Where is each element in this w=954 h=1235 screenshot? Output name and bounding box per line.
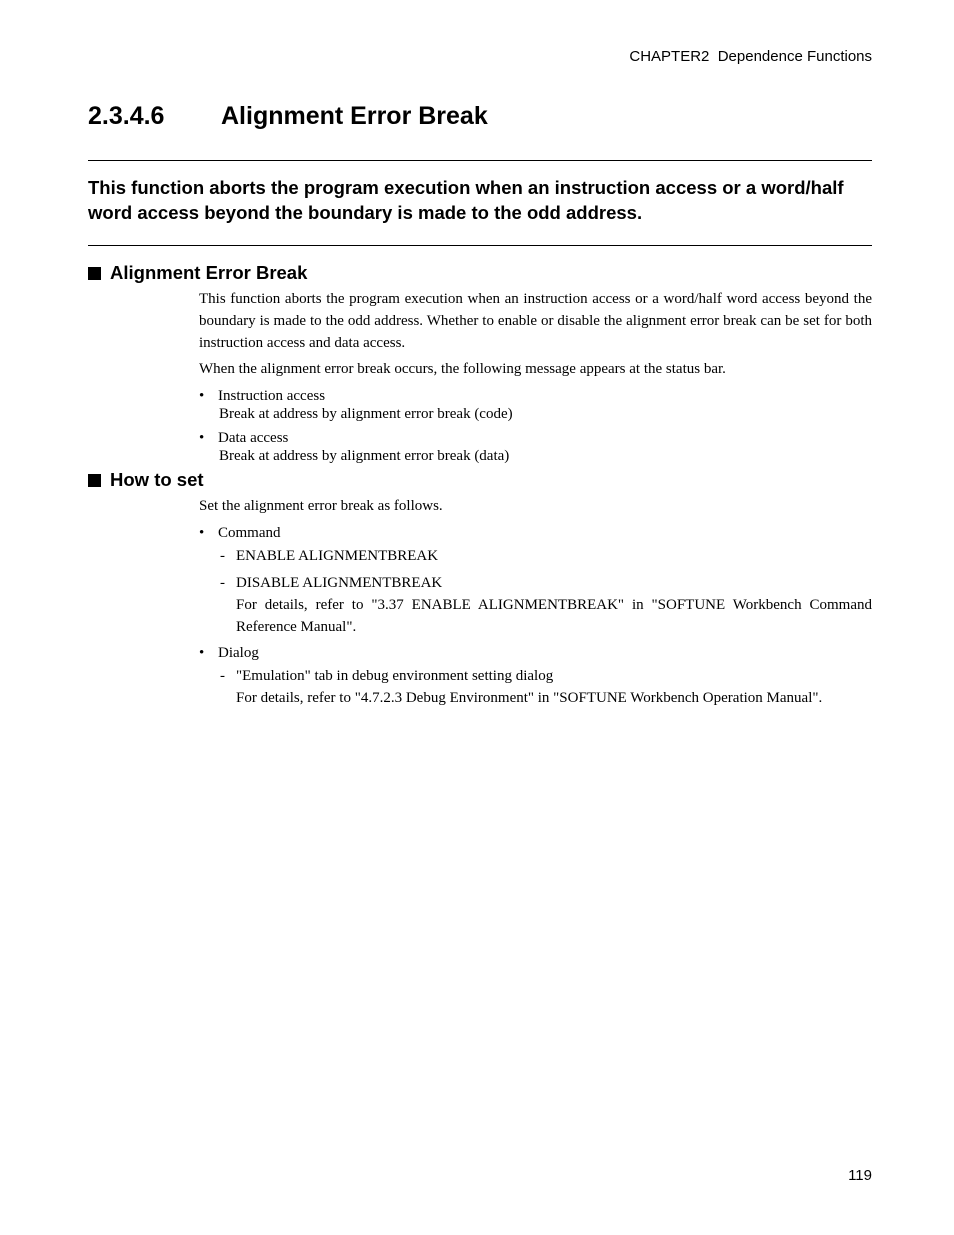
- dash-item-label: ENABLE ALIGNMENTBREAK: [236, 548, 439, 564]
- dash-icon: -: [220, 668, 225, 684]
- list-item-label: Command: [218, 525, 281, 541]
- square-bullet-icon: [88, 474, 101, 487]
- chapter-header: CHAPTER2 Dependence Functions: [629, 48, 872, 65]
- list-item-message: Break at address by alignment error break (data): [219, 448, 510, 464]
- section-title: Alignment Error Break: [221, 102, 488, 130]
- list-item: [199, 429, 288, 447]
- bottom-rule: [88, 245, 872, 246]
- square-bullet-icon: [88, 267, 101, 280]
- dialog-reference-note: For details, refer to "4.7.2.3 Debug Environment" in "SOFTUNE Workbench Operation Manual".: [236, 690, 823, 706]
- dash-item: [220, 574, 442, 592]
- heading-alignment-error-break: [88, 262, 307, 284]
- dash-item-label: DISABLE ALIGNMENTBREAK: [236, 575, 443, 591]
- command-reference-note: For details, refer to "3.37 ENABLE ALIGNMENTBREAK" in "SOFTUNE Workbench Command Reference Manual".: [236, 597, 872, 635]
- top-rule: [88, 160, 872, 161]
- list-item: [199, 387, 325, 405]
- heading-how-to-set: [88, 469, 204, 491]
- dash-item: [220, 547, 438, 565]
- heading-label: Alignment Error Break: [110, 262, 308, 283]
- section-number: 2.3.4.6: [88, 102, 165, 130]
- list-item-dialog: [199, 644, 259, 662]
- list-item-label: Data access: [218, 430, 289, 446]
- section-summary: This function aborts the program execution when an instruction access or a word/half word access beyond the boundary is made to the odd address.: [88, 177, 844, 223]
- paragraph-status-message: When the alignment error break occurs, the following message appears at the status bar.: [199, 361, 726, 377]
- list-item-message: Break at address by alignment error break (code): [219, 406, 513, 422]
- bullet-icon: •: [199, 525, 205, 541]
- dash-icon: -: [220, 575, 225, 591]
- bullet-icon: •: [199, 430, 205, 446]
- list-item-command: [199, 524, 281, 542]
- paragraph-how-to-set: Set the alignment error break as follows.: [199, 498, 443, 514]
- list-item-label: Instruction access: [218, 388, 326, 404]
- heading-label: How to set: [110, 469, 204, 490]
- bullet-icon: •: [199, 388, 205, 404]
- bullet-icon: •: [199, 645, 205, 661]
- list-item-label: Dialog: [218, 645, 259, 661]
- dash-icon: -: [220, 548, 225, 564]
- dash-item-label: "Emulation" tab in debug environment setting dialog: [236, 668, 554, 684]
- page-number: 119: [848, 1167, 872, 1184]
- dash-item: [220, 667, 553, 685]
- paragraph-description: This function aborts the program execution when an instruction access or a word/half word access beyond the boundary is made to the odd address. Whether to enable or disable the alignment error break can be set for both instruction access and data access.: [199, 291, 872, 351]
